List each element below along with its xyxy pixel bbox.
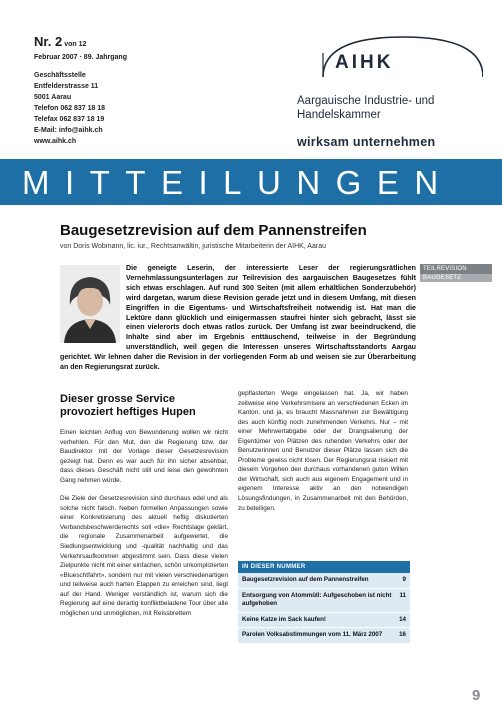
article-column-left xyxy=(60,393,228,618)
toc-item-page: 16 xyxy=(399,631,406,638)
toc-box xyxy=(238,561,410,644)
aihk-logo xyxy=(283,33,483,77)
toc-item[interactable] xyxy=(238,628,410,644)
article-subhead: Dieser grosse Service provoziert heftiges Hupen xyxy=(60,393,196,418)
section-tag: TEILREVISION BAUGESETZ xyxy=(420,264,492,282)
office-address xyxy=(34,70,204,147)
office-line: 5001 Aarau xyxy=(34,94,72,101)
publication-banner xyxy=(0,159,502,205)
office-website[interactable]: www.aihk.ch xyxy=(34,138,77,145)
paragraph: Die Ziele der Gesetzesrevision sind durchaus edel und als solche nicht falsch. Neben formellen Anpassungen sowie einer Konkretisierung des aktuell heftig diskutierten Verbandsbeschwerderechts soll «die» Rechtslage geklärt, die regionale Zusammenarbeit aufgewertet, die Siedlungsentwicklung und -qualität nachhaltig und das Verkehrsaufkommen abgestimmt sein. Dass diese vielen Zielpunkte nicht mit einer einfachen, schön unkomplizierten «Blueschtfahrt», sondern nur mit vielen verschiedenartigen und teilweise auch harten Etappen zu erreichen sind, liegt auf der Hand. Weniger verständlich ist, warum sich die Regierung auf eine derartig konfliktbeladene Tour über alle möglichen und unmöglichen, mit Reissbrettern xyxy=(60,495,228,617)
toc-item-page: 11 xyxy=(399,591,406,599)
office-title: Geschäftsstelle xyxy=(34,72,86,79)
article-intro: Die geneigte Leserin, der interessierte Leser der regierungsrätlichen Vernehmlassungsunterlagen zur Teilrevision des aargauischen Baugesetzes fühlt sich etwas erschlagen. Auf rund 300 Seiten (mit allem erhältlichen Sonderzubehör) wird dargetan, warum diese Revision gerade jetzt und in diesem Umfang, mit diesen Eingriffen in die Eigentums- und Wirtschaftsfreiheit notwendig ist. Hat man die Lektüre dann glücklich und einigermassen staufrei hinter sich gebracht, lässt sie einen vielerorts doch etwas ratlos zurück. Der Umfang ist zwar beeindruckend, die Inhalte sind aber im Ergebnis enttäuschend, teilweise in der Begründung unverständlich, weil gegen die Interessen unseres Wirtschaftsstandorts Aargau gerichtet. Wir lehnen daher die Revision in der vorliegenden Form ab und weisen sie zur Überarbeitung an den Regierungsrat zurück. xyxy=(60,264,416,372)
toc-item-label: Entsorgung von Atommüll: Aufgeschoben ist nicht aufgehoben xyxy=(242,591,392,607)
chamber-name: Aargauische Industrie- und Handelskammer xyxy=(297,95,435,121)
toc-item-label: Parolen Volksabstimmungen vom 11. März 2007 xyxy=(242,631,383,638)
toc-item-label: Baugesetzrevision auf dem Pannenstreifen xyxy=(242,576,369,583)
tagline: wirksam unternehmen xyxy=(297,135,436,149)
office-line: Telefax 062 837 18 19 xyxy=(34,116,105,123)
logo-text: AIHK xyxy=(335,52,394,73)
office-line: Entfelderstrasse 11 xyxy=(34,83,99,90)
toc-item[interactable] xyxy=(238,613,410,629)
issue-of: von 12 xyxy=(64,41,87,48)
publication-title: MITTEILUNGEN xyxy=(22,164,454,201)
office-line: Telefon 062 837 18 18 xyxy=(34,105,106,112)
article-column-right xyxy=(238,389,408,513)
page-number: 9 xyxy=(472,687,481,704)
office-email[interactable]: E-Mail: info@aihk.ch xyxy=(34,127,103,134)
article-title: Baugesetzrevision auf dem Pannenstreifen xyxy=(60,222,367,239)
paragraph: gepflasterten Wege eingelassen hat. Ja, wir haben zeitweise eine Verkehrsmisere an verschiedenen Ecken im Kanton, und ja, es braucht Massnahmen zur Bewältigung des auch künftig noch zunehmenden Verkehrs. Nur – mit einer Mehrwertabgabe oder der Drangsalierung der Eigentümer von Plätzen des ruhenden Verkehrs oder der Benutzerinnen und Benutzer dieser Plätze lassen sich die Probleme gewiss nicht lösen. Der Regierungsrat riskiert mit diesem Vorgehen den durchaus vorhandenen guten Willen der Wirtschaft, sich auch aus eigenem Engagement und in eigenem Interesse aktiv an den notwendigen Lösungsfindungen, in Zusammenarbeit mit den Behörden, zu beteiligen. xyxy=(238,390,408,512)
issue-number: Nr. 2 von 12 xyxy=(34,34,87,49)
toc-heading: IN DIESER NUMMER xyxy=(238,561,410,573)
toc-item-label: Keine Katze im Sack kaufen! xyxy=(242,615,326,623)
masthead-info xyxy=(34,34,204,147)
toc-item-page: 9 xyxy=(402,576,406,583)
toc-item-page: 14 xyxy=(399,615,406,623)
toc-item[interactable] xyxy=(238,589,410,613)
article-byline: von Doris Wobmann, lic. iur., Rechtsanwältin, juristische Mitarbeiterin der AIHK, Aarau xyxy=(60,243,326,250)
paragraph: Einen leichten Anflug von Bewunderung wollen wir nicht verhehlen. Für den Mut, den die Regierung bzw. der Baudirektor mit der Vorlage dieser Gesetzesrevision gezeigt hat. Denn es war auch für ihn sicher absehbar, dass dieses Geschäft nicht still und leise den gewohnten Gang nehmen würde. xyxy=(60,429,228,484)
issue-date: Februar 2007 · 89. Jahrgang xyxy=(34,54,127,61)
toc-item[interactable] xyxy=(238,573,410,589)
